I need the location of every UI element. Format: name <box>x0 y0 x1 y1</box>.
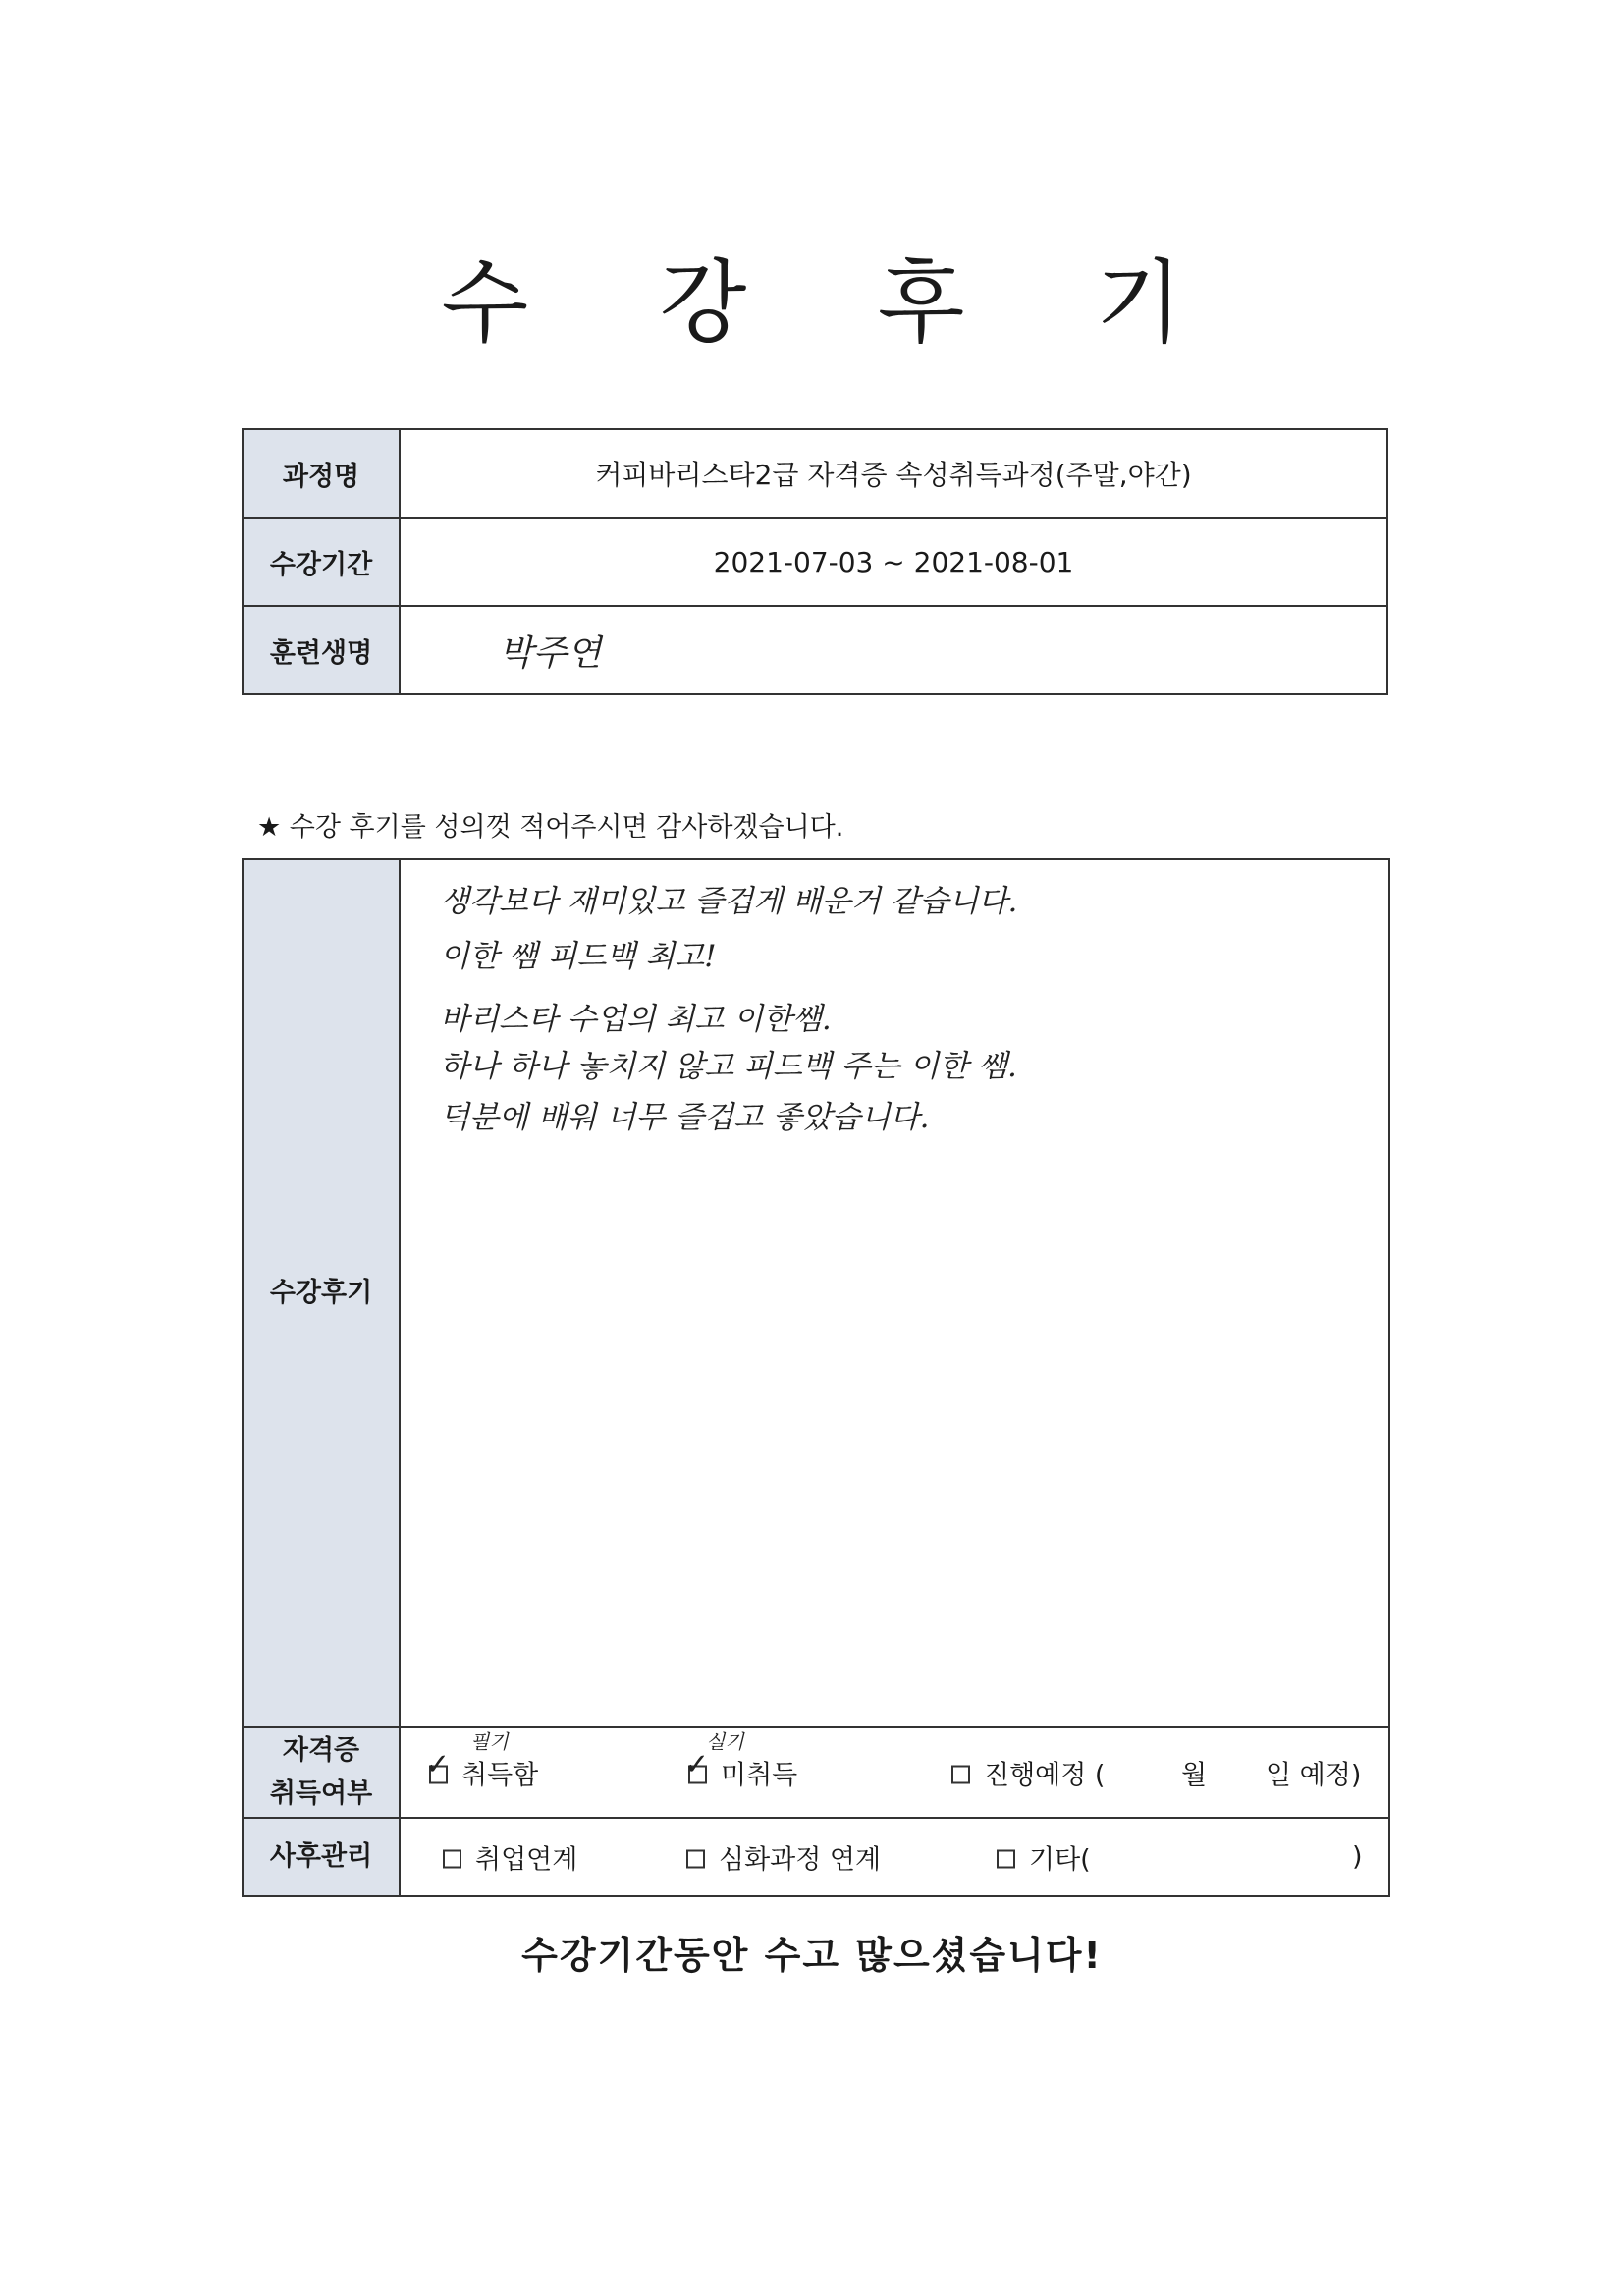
handwritten-note-written-exam: 필기 <box>470 1729 509 1754</box>
handwritten-note-practical-exam: 실기 <box>706 1729 744 1754</box>
trainee-name-row <box>243 606 1387 694</box>
trainee-name-label: 훈련생명 <box>243 606 400 694</box>
review-label: 수강후기 <box>243 859 400 1727</box>
aftercare-option-advanced-course[interactable] <box>686 1838 881 1877</box>
certificate-option-label: 취득함 <box>461 1760 539 1791</box>
course-period-row <box>243 518 1387 606</box>
checkbox-icon[interactable] <box>997 1850 1015 1869</box>
certificate-options <box>400 1727 1389 1818</box>
aftercare-option-other[interactable] <box>997 1838 1091 1877</box>
review-body <box>400 859 1389 1727</box>
aftercare-option-label: 취업연계 <box>475 1844 578 1876</box>
course-name-row <box>243 429 1387 518</box>
review-line: 바리스타 수업의 최고 이한쌤. <box>440 1002 832 1037</box>
review-line: 덕분에 배워 너무 즐겁고 좋았습니다. <box>440 1100 930 1135</box>
review-row <box>243 859 1389 1727</box>
course-period-label: 수강기간 <box>243 518 400 606</box>
checkmark-icon: ✓ <box>684 1747 710 1782</box>
certificate-option-label: 미취득 <box>721 1760 798 1791</box>
aftercare-label: 사후관리 <box>243 1818 400 1896</box>
certificate-row <box>243 1727 1389 1818</box>
checkmark-icon: ✓ <box>425 1747 451 1782</box>
review-line: 생각보다 재미있고 즐겁게 배운거 같습니다. <box>440 884 1018 919</box>
course-info-table <box>242 428 1388 695</box>
course-name-value: 커피바리스타2급 자격증 속성취득과정(주말,야간) <box>400 429 1387 518</box>
aftercare-option-employment[interactable] <box>443 1838 577 1877</box>
aftercare-close-paren: ) <box>1352 1841 1363 1873</box>
closing-message: 수강기간동안 수고 많으셨습니다! <box>521 1934 1103 1977</box>
course-period-value: 2021-07-03 ~ 2021-08-01 <box>400 518 1387 606</box>
certificate-label-line1: 자격증 <box>282 1735 360 1766</box>
certificate-option-scheduled[interactable] <box>951 1754 1105 1792</box>
checkbox-icon[interactable] <box>686 1850 705 1869</box>
review-table <box>242 858 1390 1897</box>
course-name-label: 과정명 <box>243 429 400 518</box>
trainee-name-handwritten: 박주연 <box>400 606 1387 694</box>
certificate-day-label: 일 예정) <box>1266 1760 1362 1791</box>
certificate-option-not-acquired[interactable] <box>684 1729 798 1792</box>
aftercare-option-label: 기타( <box>1029 1844 1091 1876</box>
certificate-option-acquired[interactable] <box>425 1729 539 1792</box>
page-title: 수 강 후 기 <box>441 250 1234 355</box>
certificate-label-line2: 취득여부 <box>269 1778 373 1809</box>
checkbox-icon[interactable] <box>425 1747 451 1784</box>
certificate-month-label: 월 <box>1181 1760 1208 1791</box>
checkbox-icon[interactable] <box>684 1747 710 1784</box>
aftercare-option-label: 심화과정 연계 <box>719 1844 882 1876</box>
certificate-option-label: 진행예정 ( <box>984 1760 1106 1791</box>
review-line: 하나 하나 놓치지 않고 피드백 주는 이한 쌤. <box>440 1049 1017 1084</box>
aftercare-row <box>243 1818 1389 1896</box>
aftercare-options <box>400 1818 1389 1896</box>
checkbox-icon[interactable] <box>951 1766 970 1784</box>
review-line: 이한 쌤 피드백 최고! <box>440 939 717 974</box>
checkbox-icon[interactable] <box>443 1850 461 1869</box>
certificate-label <box>243 1727 400 1818</box>
notice-text: ★ 수강 후기를 성의껏 적어주시면 감사하겠습니다. <box>257 812 844 843</box>
